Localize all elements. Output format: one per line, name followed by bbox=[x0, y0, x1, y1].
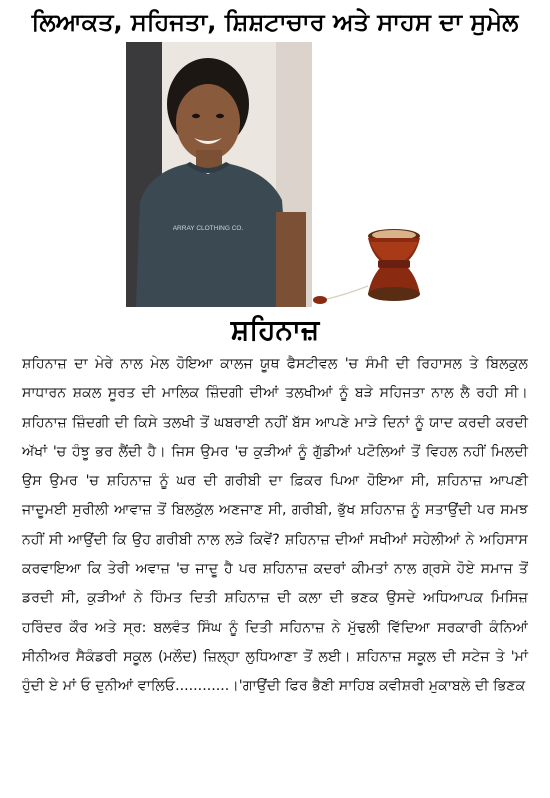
person-name-heading: ਸ਼ਹਿਨਾਜ਼ bbox=[230, 313, 320, 346]
portrait-photo bbox=[126, 42, 312, 307]
shirt-print: ARRAY CLOTHING CO. bbox=[172, 225, 244, 232]
article-body: ਸ਼ਹਿਨਾਜ਼ ਦਾ ਮੇਰੇ ਨਾਲ ਮੇਲ ਹੋਇਆ ਕਾਲਜ ਯੂਥ ਫੈਸਟੀਵਲ 'ਚ ਸੰਮੀ ਦੀ ਰਿਹਾਸਲ ਤੇ ਬਿਲਕੁਲ ਸਾਧਾਰਨ ਸ਼ਕਲ ਸੂਰਤ ਦੀ ਮਾਲਿਕ ਜ਼ਿੰਦਗੀ ਦੀਆਂ ਤਲਖੀਆਂ ਨੂੰ ਬੜੇ ਸਹਿਜਤਾ ਨਾਲ ਲੈ ਰਹੀ ਸੀ। ਸ਼ਹਿਨਾਜ਼ ਜ਼ਿੰਦਗੀ ਦੀ ਕਿਸੇ ਤਲਖੀ ਤੋਂ ਘਬਰਾਈ ਨਹੀਂ ਬੱਸ ਆਪਣੇ ਮਾੜੇ ਦਿਨਾਂ ਨੂੰ ਯਾਦ ਕਰਦੀ ਕਰਦੀ ਅੱਖਾਂ 'ਚ ਹੰਝੂ ਭਰ ਲੈਂਦੀ ਹੈ। ਜਿਸ ਉਮਰ 'ਚ ਕੁੜੀਆਂ ਨੂੰ ਗੁੱਡੀਆਂ ਪਟੋਲਿਆਂ ਤੋਂ ਵਿਹਲ ਨਹੀਂ ਮਿਲਦੀ ਉਸ ਉਮਰ 'ਚ ਸ਼ਹਿਨਾਜ਼ ਨੂੰ ਘਰ ਦੀ ਗਰੀਬੀ ਦਾ ਫ਼ਿਕਰ ਪਿਆ ਹੋਇਆ ਸੀ, ਸ਼ਹਿਨਾਜ਼ ਆਪਣੀ ਜਾਦੂਮਈ ਸੁਰੀਲੀ ਆਵਾਜ਼ ਤੋਂ ਬਿਲਕੁੱਲ ਅਣਜਾਣ ਸੀ, ਗਰੀਬੀ, ਭੁੱਖ ਸ਼ਹਿਨਾਜ਼ ਨੂੰ ਸਤਾਉਂਦੀ ਪਰ ਸਮਝ ਨਹੀਂ ਸੀ ਆਉਂਦੀ ਕਿ ਉਹ ਗਰੀਬੀ ਨਾਲ ਲੜੇ ਕਿਵੇਂ? ਸ਼ਹਿਨਾਜ਼ ਦੀਆਂ ਸਖੀਆਂ ਸਹੇਲੀਆਂ ਨੇ ਅਹਿਸਾਸ ਕਰਵਾਇਆ ਕਿ ਤੇਰੀ ਅਵਾਜ਼ 'ਚ ਜਾਦੂ ਹੈ ਪਰ ਸ਼ਹਿਨਾਜ਼ ਕਦਰਾਂ ਕੀਮਤਾਂ ਨਾਲ ਗ੍ਰਸੇ ਹੋਏ ਸਮਾਜ ਤੋਂ ਡਰਦੀ ਸੀ, ਕੁੜੀਆਂ ਨੇ ਹਿੰਮਤ ਦਿਤੀ ਸ਼ਹਿਨਾਜ਼ ਦੀ ਕਲਾ ਦੀ ਭਣਕ ਉਸਦੇ ਅਧਿਆਪਕ ਮਿਸਿਜ਼ ਹਰਿੰਦਰ ਕੌਰ ਅਤੇ ਸ੍ਰ: ਬਲਵੰਤ ਸਿੰਘ ਨੂੰ ਦਿਤੀ ਸਹਿਨਾਜ਼ ਨੇ ਮੁੱਢਲੀ ਵਿੱਦਿਆ ਸਰਕਾਰੀ ਕੰਨਿਆਂ ਸੀਨੀਅਰ ਸੈਕੰਡਰੀ ਸਕੂਲ (ਮਲੌਦ) ਜ਼ਿਲ੍ਹਾ ਲੁਧਿਆਣਾ ਤੋਂ ਲਈ। ਸ਼ਹਿਨਾਜ਼ ਸਕੂਲ ਦੀ ਸਟੇਜ ਤੇ 'ਮਾਂ ਹੁੰਦੀ ਏ ਮਾਂ ਓ ਦੁਨੀਆਂ ਵਾਲਿਓ............।'ਗਾਉਂਦੀ ਫਿਰ ਭੈਣੀ ਸਾਹਿਬ ਕਵੀਸ਼ਰੀ ਮੁਕਾਬਲੇ ਦੀ ਭਿਣਕ bbox=[22, 356, 528, 695]
dhad-drum-icon bbox=[312, 222, 424, 308]
article-title: ਲਿਆਕਤ, ਸਹਿਜਤਾ, ਸ਼ਿਸ਼ਟਾਚਾਰ ਅਤੇ ਸਾਹਸ ਦਾ ਸੁਮੇਲ bbox=[31, 8, 519, 36]
